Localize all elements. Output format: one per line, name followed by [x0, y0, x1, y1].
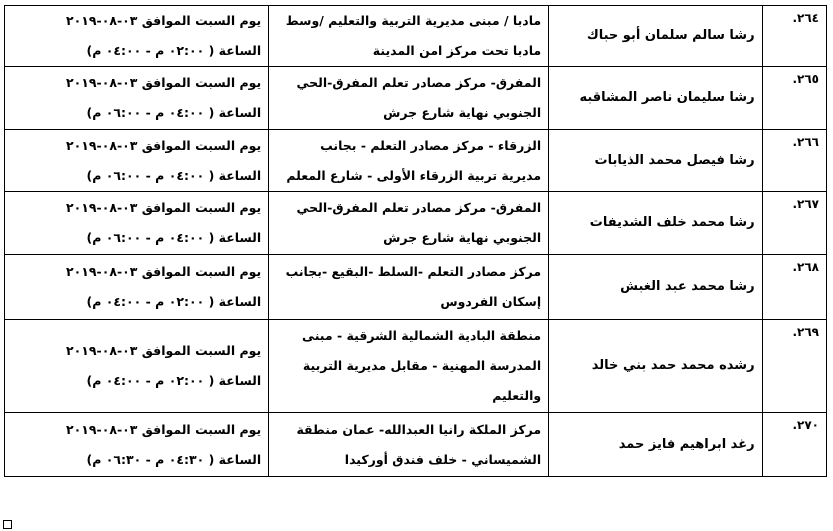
participant-name: رشا فيصل محمد الذيابات	[549, 130, 762, 192]
table-row	[5, 6, 827, 67]
location-cell	[269, 6, 549, 67]
row-number: ٢٦٨.	[762, 255, 826, 320]
table-row	[5, 413, 827, 477]
table-row	[5, 255, 827, 320]
appointment-line: يوم السبت الموافق ٠٣-٠٨-٢٠١٩	[65, 137, 262, 153]
selection-marker	[3, 520, 12, 529]
appointment-line: الساعة ( ٠٢:٠٠ م - ٠٤:٠٠ م)	[86, 373, 262, 388]
appointment-line: الساعة ( ٠٤:٠٠ م - ٠٦:٠٠ م)	[86, 167, 262, 183]
appointment-line: الساعة ( ٠٤:٣٠ م - ٠٦:٣٠ م)	[86, 451, 262, 467]
schedule-table	[4, 5, 827, 477]
location-line: مادبا / مبنى مديرية التربية والتعليم /وسط	[285, 13, 542, 28]
location-cell	[269, 320, 549, 413]
appointment-cell	[5, 255, 269, 320]
appointment-line: يوم السبت الموافق ٠٣-٠٨-٢٠١٩	[65, 421, 262, 437]
location-cell	[269, 413, 549, 477]
appointment-line: الساعة ( ٠٢:٠٠ م - ٠٤:٠٠ م)	[86, 43, 262, 58]
location-line: مركز الملكة رانيا العبدالله- عمان منطقة	[296, 421, 542, 437]
participant-name: رشا سليمان ناصر المشاقبه	[549, 67, 762, 130]
location-line: الجنوبي نهاية شارع جرش	[383, 230, 542, 245]
schedule-rows	[5, 6, 827, 477]
location-cell	[269, 130, 549, 192]
participant-name: رشا محمد عبد الغبش	[549, 255, 762, 320]
appointment-line: يوم السبت الموافق ٠٣-٠٨-٢٠١٩	[65, 343, 262, 358]
location-line: مركز مصادر التعلم -السلط -البقيع -بجانب	[285, 264, 542, 279]
participant-name: رشا سالم سلمان أبو حباك	[549, 6, 762, 67]
location-line: إسكان الفردوس	[440, 294, 542, 309]
row-number: ٢٦٩.	[762, 320, 826, 413]
table-row	[5, 67, 827, 130]
location-line: مديرية تربية الزرقاء الأولى - شارع المعلم	[286, 167, 542, 183]
location-line: مادبا تحت مركز امن المدينة	[372, 43, 542, 58]
appointment-cell	[5, 6, 269, 67]
row-number: ٢٦٥.	[762, 67, 826, 130]
participant-name: رشا محمد خلف الشديفات	[549, 192, 762, 255]
participant-name: رغد ابراهيم فايز حمد	[549, 413, 762, 477]
row-number: ٢٦٧.	[762, 192, 826, 255]
appointment-cell	[5, 130, 269, 192]
appointment-line: الساعة ( ٠٢:٠٠ م - ٠٤:٠٠ م)	[86, 294, 262, 309]
location-line: المدرسة المهنية - مقابل مديرية التربية	[302, 358, 542, 373]
participant-name: رشده محمد حمد بني خالد	[549, 320, 762, 413]
appointment-cell	[5, 320, 269, 413]
location-line: المفرق- مركز مصادر تعلم المفرق-الحي	[296, 200, 542, 215]
location-line: منطقة البادية الشمالية الشرقية - مبنى	[302, 328, 542, 343]
table-row	[5, 130, 827, 192]
location-cell	[269, 255, 549, 320]
appointment-cell	[5, 67, 269, 130]
location-line: الزرقاء - مركز مصادر التعلم - بجانب	[320, 137, 542, 153]
location-line: المفرق- مركز مصادر تعلم المفرق-الحي	[296, 75, 542, 90]
row-number: ٢٦٤.	[762, 6, 826, 67]
appointment-line: الساعة ( ٠٤:٠٠ م - ٠٦:٠٠ م)	[86, 230, 262, 245]
location-cell	[269, 67, 549, 130]
appointment-line: يوم السبت الموافق ٠٣-٠٨-٢٠١٩	[65, 264, 262, 279]
appointment-line: يوم السبت الموافق ٠٣-٠٨-٢٠١٩	[65, 200, 262, 215]
location-line: الشميساني - خلف فندق أوركيدا	[344, 451, 542, 467]
location-line: الجنوبي نهاية شارع جرش	[383, 105, 542, 120]
location-line: والتعليم	[492, 388, 542, 403]
appointment-line: يوم السبت الموافق ٠٣-٠٨-٢٠١٩	[65, 13, 262, 28]
table-row	[5, 320, 827, 413]
row-number: ٢٧٠.	[762, 413, 826, 477]
location-cell	[269, 192, 549, 255]
appointment-line: يوم السبت الموافق ٠٣-٠٨-٢٠١٩	[65, 75, 262, 90]
row-number: ٢٦٦.	[762, 130, 826, 192]
appointment-line: الساعة ( ٠٤:٠٠ م - ٠٦:٠٠ م)	[86, 105, 262, 120]
appointment-cell	[5, 192, 269, 255]
appointment-cell	[5, 413, 269, 477]
table-row	[5, 192, 827, 255]
